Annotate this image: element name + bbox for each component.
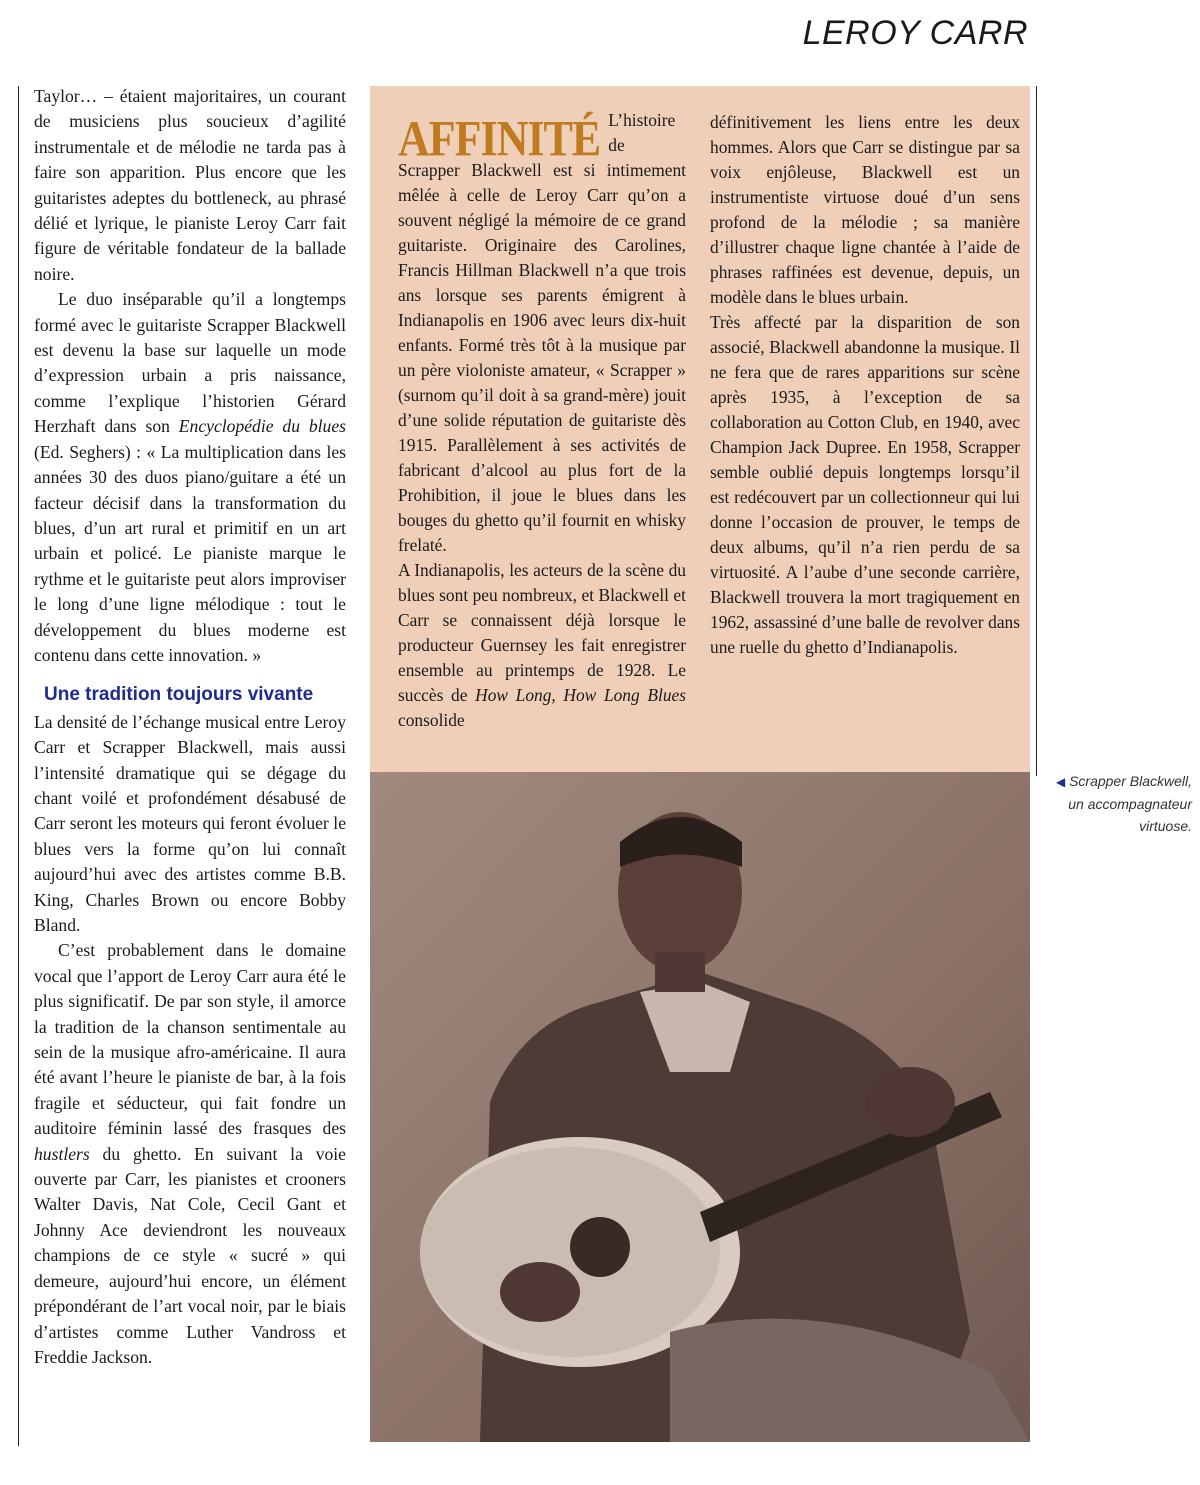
song-title: How Long, How Long Blues [475,685,686,705]
sidebar-heading: AFFINITÉ [398,110,601,167]
book-title: Encyclopédie du blues [178,416,346,437]
caption-arrow-icon: ◀ [1055,775,1066,789]
text-run: du ghetto. En suivant la voie ouverte par Carr, les pianistes et crooners Walter Davis, Nat Cole, Cecil Gant et Johnny Ace deviendront les nouveaux champions de ce style « sucré » qui demeure, aujourd’hui encore, un élément prépondérant de l’art vocal noir, par le biais d’artistes comme Luther Vandross et Freddie Jackson. [34,1143,346,1367]
text-run: A Indianapolis, les acteurs de la scène du blues sont peu nombreux, et Blackwell et Carr se connaissent déjà lorsque le producteur Guernsey les fait enregistrer ensemble au printemps de 1928. Le succès de [398,560,686,705]
sidebar-paragraph: Très affecté par la disparition de son associé, Blackwell abandonne la musique. Il ne fera que de rares apparitions sur scène après 1935, à l’exception de sa collaboration au Cotton Club, en 1940, avec Champion Jack Dupree. En 1958, Scrapper semble oublié depuis longtemps lorsqu’il est redécouvert par un collectionneur qui lui donne l’occasion de prouver, le temps de deux albums, qu’il n’a rien perdu de sa virtuosité. A l’aube d’une seconde carrière, Blackwell trouvera la mort tragiquement en 1962, assassiné d’une balle de revolver dans une ruelle du ghetto d’Indianapolis. [710,312,1020,657]
section-subheading: Une tradition toujours vivante [44,684,314,706]
article-paragraph: La densité de l’échange musical entre Leroy Carr et Scrapper Blackwell, mais aussi l’intensité dramatique qui se dégage du chant voilé et profondément désabusé de Carr seront les moteurs qui feront évoluer le blues vers la forme qu’on lui connaît aujourd’hui avec des artistes comme B.B. King, Charles Brown ou encore Bobby Bland. [34,711,346,935]
sidebar-column-2 [710,110,1020,660]
text-run: Le duo inséparable qu’il a longtemps formé avec le guitariste Scrapper Blackwell est devenu la base sur laquelle un mode d’expression urbain a pris naissance, comme l’explique l’historien Gérard Herzhaft dans son [34,289,346,437]
article-paragraph: Taylor… – étaient majoritaires, un courant de musiciens plus soucieux d’agilité instrumentale et de mélodie ne tarda pas à faire son apparition. Plus encore que les guitaristes adeptes du bottleneck, au phrasé délié et lyrique, le pianiste Leroy Carr fait figure de véritable fondateur de la ballade noire. [34,86,346,284]
sidebar-paragraph [398,108,686,558]
guitarist-photo [370,772,1030,1442]
text-run: L’histoire de Scrapper Blackwell est si intimement mêlée à celle de Leroy Carr qu’on a souvent négligé la mémoire de ce grand guitariste. Originaire des Carolines, Francis Hillman Blackwell n’a que trois ans lorsque ses parents émigrent à Indianapolis en 1906 avec leurs dix-huit enfants. Formé très tôt à la musique par un père violoniste amateur, « Scrapper » (surnom qu’il doit à sa grand-mère) jouit d’une solide réputation de guitariste dès 1915. Parallèlement à ses activités de fabricant d’alcool au plus fort de la Prohibition, il joue le blues dans les bouges du ghetto qu’il fournit en whisky frelaté. [398,110,686,555]
sidebar-right-rule [1036,86,1037,776]
main-article-column [34,84,346,1370]
text-run: C’est probablement dans le domaine vocal que l’apport de Leroy Carr aura été le plus significatif. De par son style, il amorce la tradition de la chanson sentimentale au sein de la musique afro-américaine. Il aura été avant l’heure le pianiste de bar, à la fois fragile et séducteur, qui fait fondre un auditoire féminin lassé des frasques des [34,940,346,1139]
sidebar-paragraph: définitivement les liens entre les deux hommes. Alors que Carr se distingue par sa voix enjôleuse, Blackwell est un instrumentiste virtuose doué d’un sens profond de la mélodie ; sa manière d’illustrer chaque ligne chantée à l’aide de phrases raffinées est devenue, depuis, un modèle dans le blues urbain. [710,112,1020,307]
text-run: (Ed. Seghers) : « La multiplication dans les années 30 des duos piano/guitare a été un facteur décisif dans la transformation du blues, d’un art rural et primitif en un art urbain et policé. Le pianiste marque le rythme et le guitariste peut alors improviser le long d’une ligne mélodique : tout le développement du blues moderne est contenu dans cette innovation. » [34,441,346,665]
page-running-title: LEROY CARR [802,14,1028,52]
left-column-rule [18,86,19,1446]
photo-illustration [370,772,1030,1442]
article-paragraph [34,287,346,668]
sidebar-column-1 [398,108,686,733]
emphasis-word: hustlers [34,1143,90,1164]
text-run: consolide [398,710,465,730]
caption-text: Scrapper Blackwell, un accompagnateur virtuose. [1068,773,1192,834]
article-paragraph [34,938,346,1370]
photo-caption [1052,770,1192,837]
sidebar-paragraph [398,558,686,733]
